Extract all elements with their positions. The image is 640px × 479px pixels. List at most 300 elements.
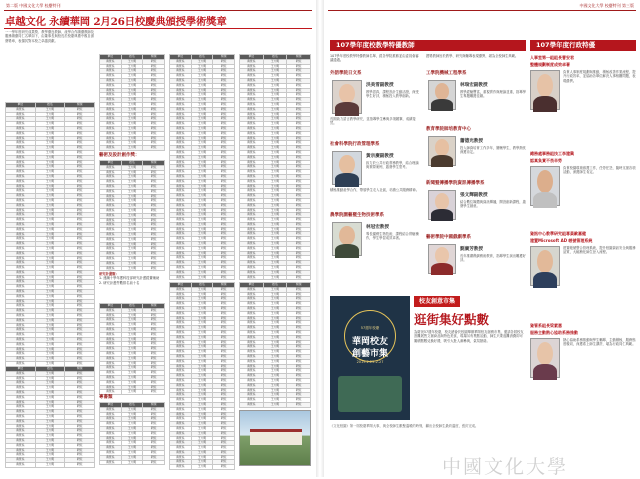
table-cell: 資管系 — [170, 417, 192, 422]
table-cell: 資管系 — [6, 309, 36, 314]
table-cell: 王大明 — [191, 194, 213, 199]
table-cell: 研究 — [213, 261, 235, 266]
table-cell: 研究 — [65, 160, 95, 165]
table-cell: 資管系 — [240, 321, 264, 326]
table-cell: 王大明 — [121, 247, 143, 252]
table-cell: 王大明 — [35, 304, 65, 309]
table-cell: 資管系 — [100, 351, 122, 356]
table-cell: 王大明 — [121, 327, 143, 332]
table-cell: 資管系 — [170, 287, 192, 292]
table-cell: 資管系 — [6, 126, 36, 131]
table-cell: 研究 — [287, 326, 311, 331]
table-cell: 王大明 — [191, 378, 213, 383]
table-cell: 資管系 — [6, 333, 36, 338]
table-cell: 研究 — [143, 102, 165, 107]
table-cell: 資管系 — [170, 256, 192, 261]
table-cell: 資管系 — [100, 213, 122, 218]
table-cell: 研究 — [65, 141, 95, 146]
table-header-cell: 姓名 — [263, 55, 287, 60]
table-cell: 研究 — [213, 165, 235, 170]
table-cell: 資管系 — [170, 222, 192, 227]
desc-6: 專長園藝生物技術，課程結合實驗操作，學生學習成效卓著。 — [366, 232, 419, 241]
table-cell: 研究 — [213, 93, 235, 98]
table-cell: 研究 — [213, 455, 235, 460]
table-cell: 資管系 — [240, 98, 264, 103]
table-cell: 資管系 — [240, 88, 264, 93]
table-header-cell: 單位 — [100, 304, 122, 309]
table-cell: 研究 — [65, 232, 95, 237]
awards-table-col1 — [5, 102, 95, 366]
awards-table-col2a — [99, 54, 165, 150]
table-cell: 王大明 — [121, 371, 143, 376]
awards-table — [99, 160, 165, 271]
portrait-2 — [428, 80, 456, 110]
table-cell: 研究 — [213, 141, 235, 146]
unit-title-4: 教育學院師培教育中心 — [426, 127, 471, 132]
table-cell: 資管系 — [6, 270, 36, 275]
table-header-cell: 單位 — [240, 283, 264, 288]
service-portrait-3 — [530, 246, 560, 286]
table-cell: 研究 — [213, 321, 235, 326]
table-cell: 研究 — [287, 270, 311, 275]
table-cell: 研究 — [65, 390, 95, 395]
table-cell: 研究 — [213, 107, 235, 112]
table-cell: 研究 — [213, 88, 235, 93]
table-cell: 研究 — [213, 431, 235, 436]
table-cell: 研究 — [287, 122, 311, 127]
table-cell: 王大明 — [191, 107, 213, 112]
table-header-cell: 姓名 — [121, 55, 143, 60]
awards-table-col3b — [169, 282, 235, 469]
table-cell: 研究 — [143, 332, 165, 337]
table-cell: 王大明 — [263, 266, 287, 271]
table-cell: 王大明 — [191, 441, 213, 446]
table-cell: 資管系 — [170, 131, 192, 136]
table-cell: 研究 — [65, 218, 95, 223]
table-cell: 研究 — [65, 410, 95, 415]
table-cell: 資管系 — [100, 422, 122, 427]
table-cell: 研究 — [213, 102, 235, 107]
table-cell: 王大明 — [263, 131, 287, 136]
service-desc-2: 負責校園環境維護工作，任勞任怨，隨時支援各項活動，深獲師生肯定。 — [563, 166, 636, 175]
left-running-head: 第二版 中國文化大學 校慶特刊 — [6, 3, 61, 8]
table-cell: 王大明 — [35, 131, 65, 136]
table-header-cell: 獎項 — [287, 283, 311, 288]
table-cell: 研究 — [65, 246, 95, 251]
table-cell: 研究 — [143, 117, 165, 122]
table-cell: 研究 — [213, 174, 235, 179]
table-cell: 研究 — [143, 412, 165, 417]
teach-intro-b: 獲獎教師皆於教學、研究與輔導表現優異，堪為全校師生典範。 — [426, 54, 519, 58]
table-cell: 研究 — [287, 198, 311, 203]
table-cell: 研究 — [213, 126, 235, 131]
table-cell: 研究 — [213, 218, 235, 223]
table-cell: 研究 — [65, 126, 95, 131]
table-cell: 資管系 — [170, 102, 192, 107]
table-cell: 王大明 — [35, 328, 65, 333]
table-cell: 研究 — [143, 165, 165, 170]
table-cell: 王大明 — [121, 204, 143, 209]
table-cell: 研究 — [213, 407, 235, 412]
right-running-head: 中國文化大學 校慶特刊 第三版 — [579, 3, 634, 8]
table-cell: 王大明 — [263, 383, 287, 388]
table-cell: 王大明 — [35, 170, 65, 175]
table-cell: 資管系 — [170, 412, 192, 417]
table-cell: 資管系 — [6, 371, 36, 376]
table-cell: 研究 — [65, 381, 95, 386]
table-cell: 研究 — [213, 417, 235, 422]
table-cell: 研究 — [65, 184, 95, 189]
table-cell: 資管系 — [170, 306, 192, 311]
table-cell: 王大明 — [35, 462, 65, 467]
table-cell: 研究 — [143, 256, 165, 261]
table-cell: 資管系 — [100, 237, 122, 242]
table-cell: 資管系 — [6, 122, 36, 127]
table-cell: 資管系 — [240, 74, 264, 79]
table-cell: 研究 — [287, 237, 311, 242]
table-header-cell: 姓名 — [121, 403, 143, 408]
table-cell: 王大明 — [121, 112, 143, 117]
table-cell: 王大明 — [191, 83, 213, 88]
service-portrait-1 — [530, 70, 560, 110]
table-cell: 資管系 — [240, 136, 264, 141]
table-cell: 王大明 — [191, 350, 213, 355]
table-cell: 王大明 — [35, 299, 65, 304]
table-cell: 研究 — [65, 448, 95, 453]
table-cell: 資管系 — [6, 419, 36, 424]
table-cell: 研究 — [213, 194, 235, 199]
table-cell: 研究 — [65, 424, 95, 429]
table-cell: 資管系 — [240, 150, 264, 155]
table-cell: 資管系 — [240, 227, 264, 232]
table-cell: 資管系 — [100, 460, 122, 465]
table-cell: 研究 — [143, 213, 165, 218]
table-cell: 王大明 — [35, 251, 65, 256]
table-cell: 王大明 — [121, 385, 143, 390]
table-cell: 資管系 — [6, 218, 36, 223]
table-cell: 資管系 — [6, 429, 36, 434]
desc-7: 長年推廣戲劇藝術教育，指導學生演出屢獲好評。 — [460, 254, 526, 263]
table-cell: 研究 — [143, 426, 165, 431]
table-cell: 研究 — [287, 83, 311, 88]
table-cell: 王大明 — [121, 332, 143, 337]
rules-title: 研究計畫類： — [99, 272, 119, 276]
table-cell: 王大明 — [35, 342, 65, 347]
table-cell: 研究 — [143, 74, 165, 79]
table-cell: 王大明 — [191, 388, 213, 393]
table-cell: 王大明 — [35, 155, 65, 160]
page-gutter — [316, 0, 324, 477]
table-cell: 王大明 — [263, 59, 287, 64]
table-cell: 王大明 — [35, 352, 65, 357]
table-cell: 王大明 — [121, 146, 143, 151]
table-cell: 資管系 — [170, 122, 192, 127]
table-cell: 王大明 — [35, 290, 65, 295]
table-cell: 研究 — [143, 308, 165, 313]
table-cell: 資管系 — [170, 311, 192, 316]
table-cell: 資管系 — [6, 323, 36, 328]
table-cell: 王大明 — [121, 351, 143, 356]
table-cell: 研究 — [65, 304, 95, 309]
table-cell: 資管系 — [170, 350, 192, 355]
table-cell: 資管系 — [100, 93, 122, 98]
table-cell: 資管系 — [170, 266, 192, 271]
table-header-cell: 姓名 — [191, 283, 213, 288]
table-cell: 研究 — [287, 383, 311, 388]
table-cell: 資管系 — [170, 213, 192, 218]
table-cell: 王大明 — [35, 338, 65, 343]
table-cell: 資管系 — [100, 170, 122, 175]
table-cell: 王大明 — [121, 228, 143, 233]
table-cell: 王大明 — [191, 335, 213, 340]
table-cell: 研究 — [143, 436, 165, 441]
table-cell: 研究 — [213, 302, 235, 307]
table-cell: 研究 — [213, 350, 235, 355]
table-cell: 資管系 — [170, 155, 192, 160]
table-cell: 資管系 — [240, 287, 264, 292]
table-cell: 王大明 — [191, 436, 213, 441]
table-cell: 資管系 — [6, 314, 36, 319]
table-cell: 王大明 — [121, 194, 143, 199]
campus-photo — [239, 410, 311, 466]
table-cell: 資管系 — [100, 375, 122, 380]
table-cell: 王大明 — [121, 74, 143, 79]
table-cell: 王大明 — [191, 242, 213, 247]
table-cell: 王大明 — [121, 131, 143, 136]
table-cell: 研究 — [143, 460, 165, 465]
table-cell: 王大明 — [121, 407, 143, 412]
table-cell: 資管系 — [240, 261, 264, 266]
table-cell: 資管系 — [100, 327, 122, 332]
table-cell: 研究 — [287, 256, 311, 261]
table-cell: 資管系 — [100, 407, 122, 412]
table-cell: 研究 — [213, 306, 235, 311]
table-cell: 資管系 — [240, 275, 264, 280]
table-cell: 資管系 — [240, 335, 264, 340]
table-cell: 研究 — [143, 237, 165, 242]
table-cell: 資管系 — [100, 342, 122, 347]
table-cell: 資管系 — [6, 208, 36, 213]
table-cell: 資管系 — [100, 117, 122, 122]
table-cell: 王大明 — [263, 170, 287, 175]
awards-table — [169, 54, 235, 280]
table-cell: 王大明 — [191, 359, 213, 364]
table-cell: 王大明 — [191, 64, 213, 69]
table-cell: 研究 — [213, 203, 235, 208]
table-cell: 王大明 — [35, 414, 65, 419]
service-title-3: 資訊中心教學研究組專員歐嘉健 — [530, 230, 636, 237]
service-desc-4: 熱心協助系務推動與學生輔導，主動積極，服務態度親切，深獲系上師生讚許，堪為行政同仁典範。 — [563, 338, 636, 347]
service-portrait-4 — [530, 338, 560, 378]
poster-title-2: 創藝市集 — [351, 349, 388, 359]
table-cell: 王大明 — [191, 354, 213, 359]
table-cell: 資管系 — [6, 174, 36, 179]
table-cell: 資管系 — [170, 184, 192, 189]
table-cell: 資管系 — [170, 227, 192, 232]
table-cell: 資管系 — [6, 453, 36, 458]
table-cell: 研究 — [213, 287, 235, 292]
table-cell: 研究 — [213, 242, 235, 247]
table-cell: 研究 — [213, 369, 235, 374]
table-cell: 王大明 — [191, 316, 213, 321]
table-cell: 王大明 — [191, 170, 213, 175]
table-cell: 資管系 — [6, 203, 36, 208]
table-cell: 王大明 — [191, 174, 213, 179]
table-cell: 王大明 — [263, 340, 287, 345]
table-cell: 研究 — [65, 376, 95, 381]
table-cell: 王大明 — [35, 386, 65, 391]
table-cell: 研究 — [287, 218, 311, 223]
table-cell: 王大明 — [121, 184, 143, 189]
table-cell: 資管系 — [240, 203, 264, 208]
table-cell: 研究 — [143, 189, 165, 194]
table-cell: 研究 — [213, 69, 235, 74]
table-cell: 研究 — [143, 323, 165, 328]
table-cell: 研究 — [287, 350, 311, 355]
table-cell: 資管系 — [100, 204, 122, 209]
left-headline: 卓越文化 永續華岡 2月26日校慶典頒授學術獎章 — [5, 16, 227, 28]
table-cell: 研究 — [143, 141, 165, 146]
table-cell: 研究 — [213, 359, 235, 364]
table-cell: 研究 — [65, 395, 95, 400]
table-cell: 王大明 — [263, 306, 287, 311]
table-cell: 研究 — [65, 362, 95, 367]
festival-poster — [330, 296, 410, 420]
table-cell: 王大明 — [263, 203, 287, 208]
table-cell: 王大明 — [263, 126, 287, 131]
table-cell: 資管系 — [240, 141, 264, 146]
table-cell: 資管系 — [170, 465, 192, 470]
table-cell: 研究 — [65, 285, 95, 290]
poster-year: 57週年校慶 — [360, 326, 380, 330]
table-cell: 資管系 — [6, 184, 36, 189]
left-head-rule — [4, 10, 312, 11]
table-cell: 研究 — [287, 213, 311, 218]
table-cell: 研究 — [287, 93, 311, 98]
table-cell: 資管系 — [6, 405, 36, 410]
table-cell: 研究 — [143, 318, 165, 323]
table-cell: 王大明 — [121, 436, 143, 441]
table-cell: 王大明 — [263, 326, 287, 331]
table-cell: 研究 — [65, 323, 95, 328]
table-cell: 資管系 — [240, 102, 264, 107]
table-cell: 研究 — [65, 352, 95, 357]
poster-market-illustration — [338, 376, 402, 412]
table-cell: 資管系 — [170, 237, 192, 242]
table-cell: 王大明 — [35, 438, 65, 443]
table-cell: 研究 — [213, 393, 235, 398]
table-cell: 資管系 — [240, 311, 264, 316]
table-cell: 研究 — [65, 357, 95, 362]
table-cell: 資管系 — [6, 131, 36, 136]
table-cell: 研究 — [213, 198, 235, 203]
table-cell: 研究 — [287, 150, 311, 155]
table-cell: 資管系 — [240, 131, 264, 136]
table-cell: 研究 — [65, 222, 95, 227]
table-cell: 資管系 — [240, 388, 264, 393]
table-cell: 王大明 — [263, 179, 287, 184]
table-header-cell: 單位 — [170, 283, 192, 288]
table-cell: 資管系 — [100, 318, 122, 323]
table-cell: 研究 — [287, 126, 311, 131]
table-cell: 資管系 — [170, 232, 192, 237]
table-cell: 研究 — [213, 446, 235, 451]
table-cell: 王大明 — [263, 316, 287, 321]
table-cell: 王大明 — [191, 78, 213, 83]
awards-table — [239, 54, 311, 280]
table-cell: 王大明 — [263, 275, 287, 280]
table-cell: 資管系 — [6, 434, 36, 439]
awards-table — [99, 54, 165, 151]
table-cell: 王大明 — [191, 122, 213, 127]
table-header-cell: 獎項 — [65, 367, 95, 372]
table-cell: 王大明 — [191, 398, 213, 403]
table-cell: 王大明 — [263, 98, 287, 103]
table-cell: 研究 — [287, 275, 311, 280]
table-cell: 研究 — [287, 345, 311, 350]
table-header-cell: 姓名 — [35, 103, 65, 108]
table-cell: 資管系 — [170, 117, 192, 122]
table-row — [170, 465, 235, 470]
table-cell: 研究 — [287, 112, 311, 117]
table-cell: 研究 — [213, 122, 235, 127]
table-cell: 王大明 — [263, 345, 287, 350]
table-cell: 王大明 — [263, 194, 287, 199]
campus-building-icon — [250, 429, 302, 445]
table-cell: 王大明 — [35, 347, 65, 352]
table-row — [240, 402, 311, 407]
left-headline-rule — [4, 28, 312, 29]
table-cell: 資管系 — [240, 316, 264, 321]
table-cell: 王大明 — [121, 180, 143, 185]
table-cell: 資管系 — [100, 366, 122, 371]
table-cell: 資管系 — [170, 426, 192, 431]
table-cell: 研究 — [213, 246, 235, 251]
table-header-cell: 獎項 — [213, 283, 235, 288]
table-cell: 王大明 — [191, 340, 213, 345]
table-cell: 資管系 — [240, 326, 264, 331]
table-cell: 研究 — [143, 228, 165, 233]
table-cell: 王大明 — [121, 347, 143, 352]
table-cell: 資管系 — [170, 198, 192, 203]
unit-title-2: 工學院機械工程學系 — [426, 71, 467, 76]
table-cell: 資管系 — [240, 306, 264, 311]
table-cell: 研究 — [287, 335, 311, 340]
table-cell: 王大明 — [263, 242, 287, 247]
table-cell: 資管系 — [240, 266, 264, 271]
table-cell: 王大明 — [263, 398, 287, 403]
name-7: 劉廣芳教授 — [460, 247, 483, 252]
table-cell: 研究 — [213, 354, 235, 359]
table-cell: 資管系 — [100, 450, 122, 455]
table-cell: 王大明 — [191, 261, 213, 266]
table-cell: 資管系 — [240, 170, 264, 175]
table-cell: 研究 — [65, 400, 95, 405]
table-cell: 王大明 — [121, 422, 143, 427]
poster-date: 2019.2.25-2.27 — [356, 360, 384, 364]
table-cell: 王大明 — [121, 223, 143, 228]
table-cell: 資管系 — [6, 237, 36, 242]
table-cell: 資管系 — [240, 83, 264, 88]
table-cell: 王大明 — [191, 218, 213, 223]
table-cell: 資管系 — [240, 232, 264, 237]
table-cell: 王大明 — [35, 381, 65, 386]
table-cell: 資管系 — [170, 383, 192, 388]
table-cell: 研究 — [213, 465, 235, 470]
table-cell: 王大明 — [35, 318, 65, 323]
table-cell: 研究 — [287, 160, 311, 165]
table-cell: 資管系 — [6, 198, 36, 203]
